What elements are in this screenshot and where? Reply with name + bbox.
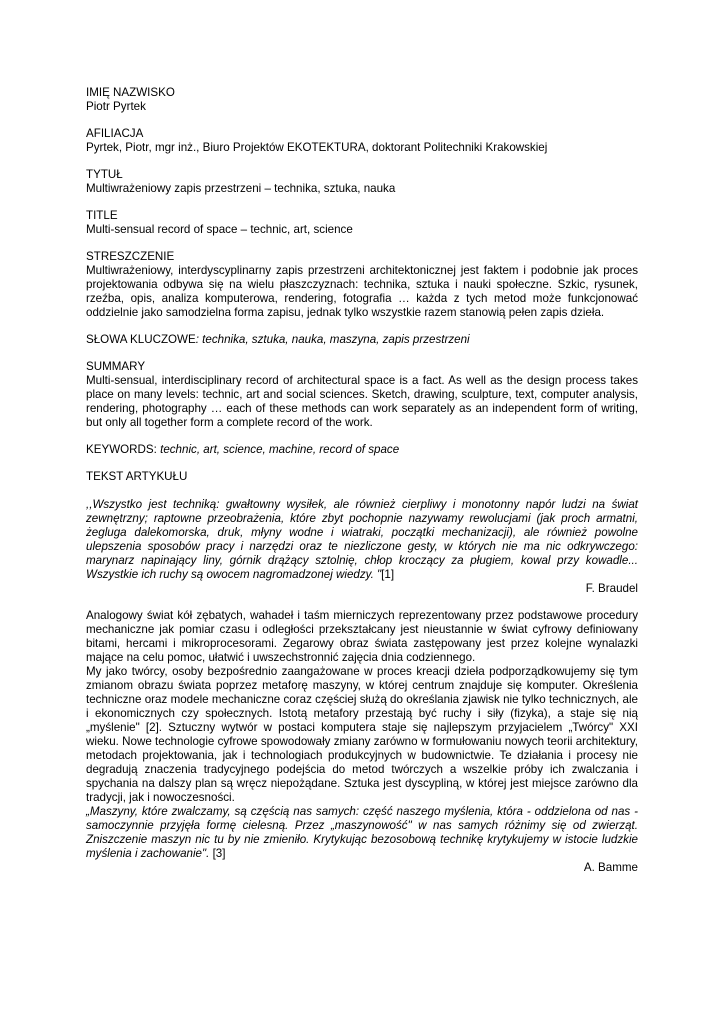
- author-label: IMIĘ NAZWISKO: [86, 86, 175, 99]
- quote-1: [86, 498, 638, 596]
- abstract-pl-text: Multiwrażeniowy, interdyscyplinarny zapis przestrzeni architektonicznej jest faktem i podobnie jak proces projektowania odbywa się na wielu płaszczyznach: technika, sztuka i nauki społeczne. Szkic, rysunek, rzeźba, opis, analiza komputerowa, rendering, fotografia … każda z tych metod może funkcjonować oddzielnie jako samodzielna forma zapisu, jednak tylko wszystkie razem stanowią pełen zapis dzieła.: [86, 264, 638, 319]
- keywords-en-values: technic, art, science, machine, record of space: [160, 443, 400, 456]
- keywords-en: [86, 443, 638, 457]
- summary-en-section: [86, 360, 638, 430]
- title-en-section: [86, 209, 638, 237]
- author-name: Piotr Pyrtek: [86, 100, 146, 113]
- abstract-pl-section: [86, 250, 638, 320]
- title-en-label: TITLE: [86, 209, 118, 222]
- quote-2: [86, 805, 638, 875]
- keywords-pl: [86, 333, 638, 347]
- abstract-pl-label: STRESZCZENIE: [86, 250, 175, 263]
- summary-en-label: SUMMARY: [86, 360, 146, 373]
- affiliation-section: [86, 127, 638, 155]
- summary-en-text: Multi-sensual, interdisciplinary record of architectural space is a fact. As well as the design process takes place on many levels: technic, art and social sciences. Sketch, drawing, sculpture, text, computer analysis, rendering, photography … each of these methods can work separately as an independent form of writing, but only all together form a complete record of the work.: [86, 374, 638, 429]
- keywords-pl-values: : technika, sztuka, nauka, maszyna, zapis przestrzeni: [195, 333, 470, 346]
- quote-2-author: A. Bamme: [583, 861, 638, 874]
- quote-1-text: ,,Wszystko jest techniką: gwałtowny wysiłek, ale również cierpliwy i monotonny napór ludzi na świat zewnętrzny; raptowne przeobrażenia, które zbyt pochopnie nazywamy rewolucjami (jak proch armatni, żegluga dalekomorska, druk, młyny wodne i wiatraki, początki mechanizacji), ale również powolne ulepszenia sposobów pracy i narzędzi oraz te niezliczone gesty, w których nie ma nic odkrywczego: marynarz napinający liny, górnik drążący sztolnię, chłop kroczący za pługiem, kowal przy kowadle... Wszystkie ich ruchy są owocem nagromadzonej wiedzy. ": [86, 498, 638, 581]
- quote-2-reference: [3]: [209, 847, 226, 860]
- article-heading: [86, 470, 638, 484]
- title-pl-section: [86, 168, 638, 196]
- keywords-pl-label: SŁOWA KLUCZOWE: [86, 333, 196, 346]
- quote-2-text: „Maszyny, które zwalczamy, są częścią nas samych: część naszego myślenia, która - oddzielona od nas - samoczynnie przyjęła formę cielesną. Przez „maszynowość" w nas samych różnimy się od zwierząt. Zniszczenie maszyn nic tu by nie zmieniło. Krytykując bezosobową technikę krytykujemy w istocie ludzkie myślenia i zachowanie".: [86, 805, 638, 860]
- author-section: [86, 86, 638, 114]
- quote-1-reference: [1]: [381, 568, 395, 581]
- quote-2-body: [86, 805, 638, 861]
- affiliation-text: Pyrtek, Piotr, mgr inż., Biuro Projektów EKOTEKTURA, doktorant Politechniki Krakowskiej: [86, 141, 548, 154]
- title-pl-label: TYTUŁ: [86, 168, 123, 181]
- quote-1-author: F. Braudel: [585, 582, 638, 595]
- paragraph-2: My jako twórcy, osoby bezpośrednio zaangażowane w proces kreacji dzieła podporządkowujemy się tym zmianom obrazu świata poprzez metaforę maszyny, w której centrum znajduje się komputer. Określenia techniczne oraz modele mechaniczne coraz częściej służą do określania zjawisk nie tylko technicznych, ale i ekonomicznych czy społecznych. Istotą metafory przestają być ruchy i siły (fizyka), a staje się nią „myślenie" [2]. Sztuczny wytwór w postaci komputera staje się najlepszym przyjacielem „Twórcy" XXI wieku. Nowe technologie cyfrowe spowodowały zmiany zarówno w formułowaniu nowych teorii architektury, metodach projektowania, jak i technologiach produkcyjnych w budownictwie. Te działania i procesy nie degradują znaczenia tradycyjnego podejścia do metod twórczych a wszelkie próby ich zwalczania i spychania na dalszy plan są wręcz niepożądane. Sztuka jest dyscypliną, w której jest miejsce zarówno dla tradycji, jak i nowoczesności.: [86, 665, 638, 804]
- affiliation-label: AFILIACJA: [86, 127, 144, 140]
- keywords-en-label: KEYWORDS:: [86, 443, 157, 456]
- title-pl-text: Multiwrażeniowy zapis przestrzeni – technika, sztuka, nauka: [86, 182, 396, 195]
- paragraph-1: Analogowy świat kół zębatych, wahadeł i taśm mierniczych reprezentowany przez podstawowe procedury mechaniczne jak pomiar czasu i odległości przekształcany jest nieustannie w świat cyfrowy definiowany bitami, hercami i mikroprocesorami. Zegarowy obraz świata zastępowany jest przez kolejne wynalazki mające na celu pomoc, ułatwić i uwszechstronnić zajęcia dnia codziennego.: [86, 609, 638, 664]
- article-label: TEKST ARTYKUŁU: [86, 470, 188, 483]
- quote-1-body: [86, 498, 638, 582]
- title-en-text: Multi-sensual record of space – technic, art, science: [86, 223, 353, 236]
- article-page: [86, 86, 638, 875]
